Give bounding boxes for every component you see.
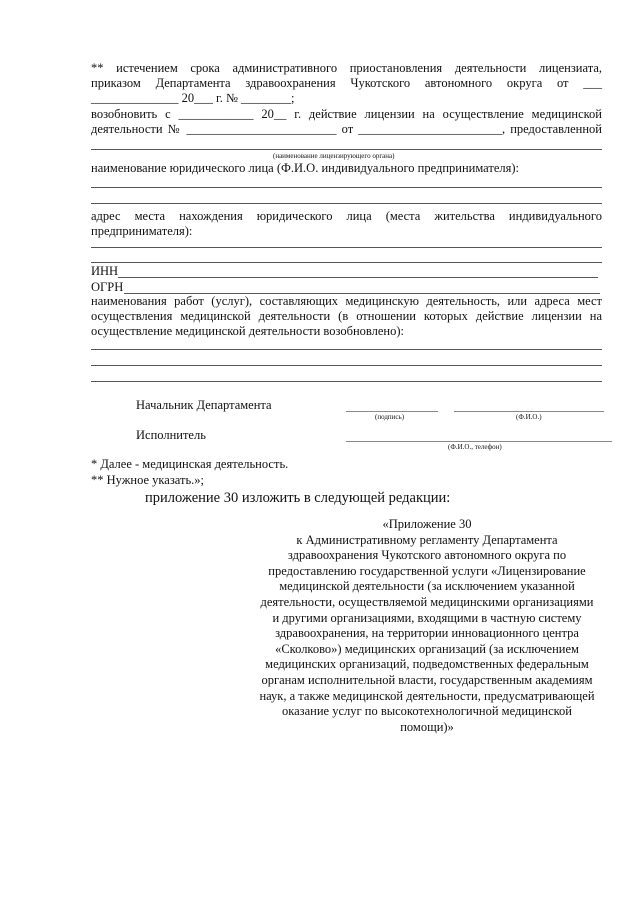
appendix-line: здравоохранения, на территории инновационного центра — [275, 626, 579, 641]
name-blank-line — [454, 411, 604, 412]
appendix-line: оказание услуг по высокотехнологичной медицинской — [282, 704, 572, 719]
legal-name-blank-line-1 — [91, 187, 602, 188]
works-label-line-3: осуществление медицинской деятельности возобновлено): — [91, 324, 404, 338]
appendix-line: предоставлению государственной услуги «Лицензирование — [268, 563, 586, 578]
order-date-line: ______________ 20___ г. № ________; — [91, 91, 295, 105]
license-number-line: деятельности № ________________________ от _______________________, предоставленной — [91, 122, 602, 136]
works-label-line-2: осуществления медицинской деятельности (в отношении которых действие лицензии на — [91, 309, 602, 323]
executor-label: Исполнитель — [136, 428, 206, 442]
appendix-line: помощи)» — [400, 719, 454, 734]
appendix-line: медицинских организаций, подведомственных федеральным — [265, 657, 589, 672]
footnote-1: * Далее - медицинская деятельность. — [91, 457, 289, 471]
works-blank-line-3 — [91, 381, 602, 382]
department-order-line: приказом Департамента здравоохранения Чукотского автономного округа от ___ — [91, 76, 602, 90]
authority-caption: (наименование лицензирующего органа) — [273, 152, 395, 160]
legal-name-label: наименование юридического лица (Ф.И.О. индивидуального предпринимателя): — [91, 161, 520, 175]
appendix-block — [248, 517, 606, 735]
signature-blank-line — [346, 411, 438, 412]
address-label-line-1: адрес места нахождения юридического лица (места жительства индивидуального — [91, 209, 602, 223]
works-label-line-1: наименования работ (услуг), составляющих медицинскую деятельность, или адреса мест — [91, 294, 602, 308]
legal-name-blank-line-2 — [91, 203, 602, 204]
address-label-line-2: предпринимателя): — [91, 224, 193, 238]
signature-caption: (подпись) — [375, 413, 405, 421]
appendix-line: медицинской деятельности (за исключением указанной — [279, 579, 575, 594]
footnote-2: ** Нужное указать.»; — [91, 473, 204, 487]
appendix-line: деятельности, осуществляемой медицинскими организациями — [260, 594, 594, 609]
appendix-line: и другими организациями, входящими в частную систему — [272, 610, 582, 625]
appendix-line: здравоохранения Чукотского автономного округа по — [287, 548, 567, 563]
instruction-heading: приложение 30 изложить в следующей редакции: — [145, 490, 451, 506]
address-blank-line-2 — [91, 262, 602, 263]
address-blank-line-1 — [91, 247, 602, 248]
works-blank-line-2 — [91, 365, 602, 366]
executor-caption: (Ф.И.О., телефон) — [448, 443, 502, 451]
appendix-line: «Сколково») медицинских организаций (за исключением — [275, 641, 579, 656]
resume-license-line: возобновить с ____________ 20__ г. действие лицензии на осуществление медицинской — [91, 107, 602, 121]
authority-blank-line — [91, 149, 602, 150]
inn-blank-line — [118, 277, 598, 278]
appendix-line: органам исполнительной власти, государственным академиям — [261, 672, 593, 687]
appendix-line: «Приложение 30 — [382, 517, 472, 531]
executor-blank-line — [346, 441, 612, 442]
appendix-line: наук, а также медицинской деятельности, предусматривающей — [259, 688, 595, 703]
ogrn-label: ОГРН — [91, 280, 124, 294]
head-of-department-label: Начальник Департамента — [136, 398, 272, 412]
works-blank-line-1 — [91, 349, 602, 350]
appendix-line: к Административному регламенту Департамента — [296, 532, 558, 547]
suspension-expiry-line: ** истечением срока административного приостановления деятельности лицензиата, — [91, 61, 602, 75]
name-caption: (Ф.И.О.) — [516, 413, 542, 421]
inn-label: ИНН — [91, 264, 119, 278]
